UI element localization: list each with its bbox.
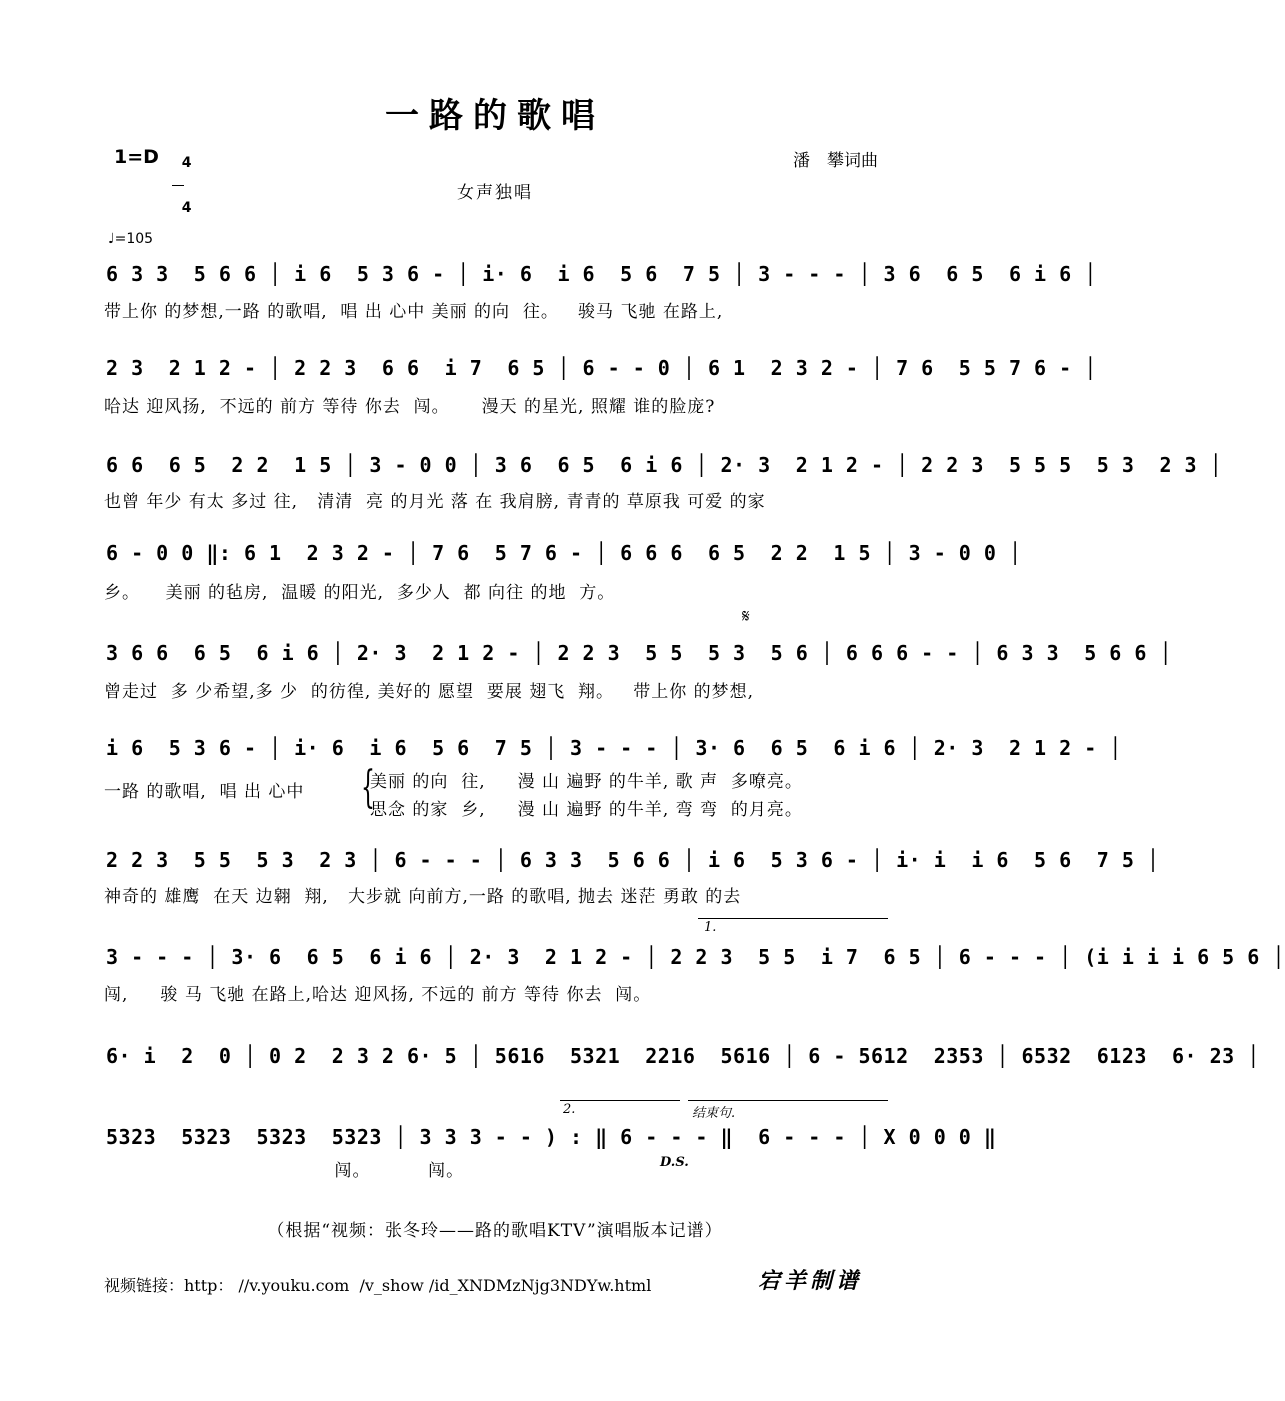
time-signature-top: 4 — [181, 155, 192, 171]
lyrics-row-8: 闯, 骏 马 飞驰 在路上,哈达 迎风扬, 不远的 前方 等待 你去 闯。 — [104, 985, 652, 1005]
final-ending-label: 结束句. — [692, 1106, 736, 1121]
lyrics-row-4: 乡。 美丽 的毡房, 温暖 的阳光, 多少人 都 向往 的地 方。 — [104, 583, 616, 603]
performance-note: 女声独唱 — [457, 183, 533, 203]
ending-2-bracket — [560, 1100, 680, 1101]
time-signature-bottom: 4 — [181, 200, 192, 216]
notation-row-8: 3 - - - │ 3· 6 6 5 6 i 6 │ 2· 3 2 1 2 - │ 2 2 3 5 5 i 7 6 5 │ 6 - - - │ (i i i i 6 5 6 │ — [106, 945, 1285, 969]
composer: 潘 攀词曲 — [793, 151, 878, 171]
notation-row-2: 2 3 2 1 2 - │ 2 2 3 6 6 i 7 6 5 │ 6 - - 0 │ 6 1 2 3 2 - │ 7 6 5 5 7 6 - │ — [106, 356, 1097, 380]
lyrics-row-2: 哈达 迎风扬, 不远的 前方 等待 你去 闯。 漫天 的星光, 照耀 谁的脸庞? — [104, 397, 716, 417]
ending-1-label: 1. — [704, 920, 717, 935]
segno-sign: 𝄋 — [742, 606, 750, 627]
ending-2-label: 2. — [563, 1102, 576, 1117]
final-ending-bracket — [688, 1100, 888, 1101]
ending-1-bracket — [698, 918, 888, 919]
lyrics-row-6: 一路 的歌唱, 唱 出 心中 — [104, 782, 305, 802]
verse-brace: { — [361, 762, 375, 813]
notation-row-4: 6 - 0 0 ‖: 6 1 2 3 2 - │ 7 6 5 7 6 - │ 6 6 6 6 5 2 2 1 5 │ 3 - 0 0 │ — [106, 541, 1022, 565]
transcriber-signature: 宕羊制谱 — [758, 1268, 863, 1294]
video-link: 视频链接：http： //v.youku.com /v_show /id_XNDMzNjg3NDYw.html — [104, 1276, 652, 1295]
lyrics-row-3: 也曾 年少 有太 多过 往, 清清 亮 的月光 落 在 我肩膀, 青青的 草原我 可爱 的家 — [104, 492, 766, 512]
tempo-marking: ♩=105 — [108, 231, 154, 247]
lyrics-row-7: 神奇的 雄鹰 在天 边翱 翔, 大步就 向前方,一路 的歌唱, 抛去 迷茫 勇敢 的去 — [104, 887, 742, 907]
notation-row-1: 6 3 3 5 6 6 │ i 6 5 3 6 - │ i· 6 i 6 5 6 7 5 │ 3 - - - │ 3 6 6 5 6 i 6 │ — [106, 262, 1097, 286]
ds-mark: D.S. — [660, 1155, 689, 1170]
notation-row-5: 3 6 6 6 5 6 i 6 │ 2· 3 2 1 2 - │ 2 2 3 5 5 5 3 5 6 │ 6 6 6 - - │ 6 3 3 5 6 6 │ — [106, 641, 1172, 665]
source-note: （根据“视频：张冬玲——路的歌唱KTV”演唱版本记谱） — [267, 1221, 723, 1241]
score-title: 一路的歌唱 — [385, 96, 605, 136]
notation-row-3: 6 6 6 5 2 2 1 5 │ 3 - 0 0 │ 3 6 6 5 6 i 6 │ 2· 3 2 1 2 - │ 2 2 3 5 5 5 5 3 2 3 │ — [106, 453, 1223, 477]
verse-line-2: 思念 的家 乡, 漫 山 遍野 的牛羊, 弯 弯 的月亮。 — [370, 800, 803, 820]
lyrics-row-10: 闯。 闯。 — [104, 1161, 465, 1181]
notation-row-7: 2 2 3 5 5 5 3 2 3 │ 6 - - - │ 6 3 3 5 6 6 │ i 6 5 3 6 - │ i· i i 6 5 6 7 5 │ — [106, 848, 1160, 872]
notation-row-9: 6· i 2 0 │ 0 2 2 3 2 6· 5 │ 5616 5321 2216 5616 │ 6 - 5612 2353 │ 6532 6123 6· 23 │ — [106, 1044, 1260, 1068]
notation-row-10: 5323 5323 5323 5323 │ 3 3 3 - - ) : ‖ 6 - - - ‖ 6 - - - │ X 0 0 0 ‖ — [106, 1125, 997, 1149]
notation-row-6: i 6 5 3 6 - │ i· 6 i 6 5 6 7 5 │ 3 - - - │ 3· 6 6 5 6 i 6 │ 2· 3 2 1 2 - │ — [106, 736, 1122, 760]
key-signature: 1=D — [114, 146, 159, 168]
verse-line-1: 美丽 的向 往, 漫 山 遍野 的牛羊, 歌 声 多嘹亮。 — [370, 772, 803, 792]
lyrics-row-1: 带上你 的梦想,一路 的歌唱, 唱 出 心中 美丽 的向 往。 骏马 飞驰 在路上, — [104, 302, 724, 322]
lyrics-row-5: 曾走过 多 少希望,多 少 的彷徨, 美好的 愿望 要展 翅飞 翔。 带上你 的梦想, — [104, 682, 755, 702]
